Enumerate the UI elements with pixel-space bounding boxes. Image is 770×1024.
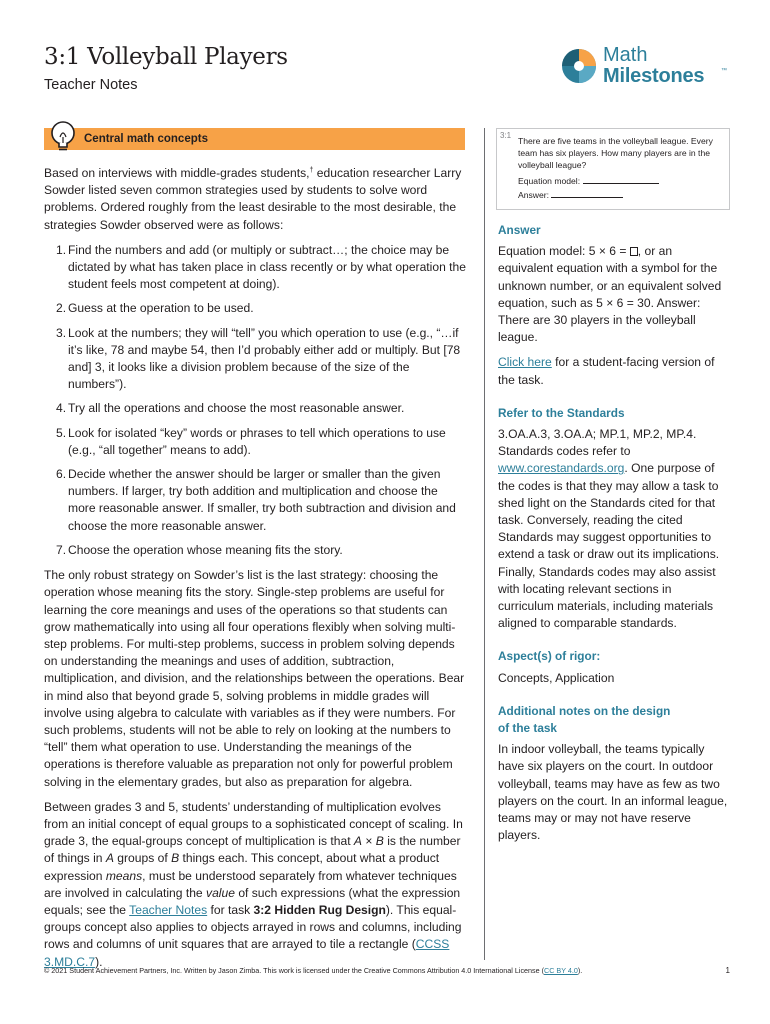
para-text: ). This equal-groups concept also applies to objects arrayed in rows and columns, including rows and columns of unit squares that are arrayed to tile a rectangle ( bbox=[44, 902, 462, 952]
license-text-end: ). bbox=[577, 966, 583, 975]
answer-text-part: , or an equivalent equation with a symbol for the unknown number, or an equivalent solved equation, such as 5 × 6 = 30. Answer: There are 30 players in the volleyball league. bbox=[498, 244, 722, 345]
dagger-footnote: † bbox=[309, 167, 314, 174]
robust-strategy-paragraph: The only robust strategy on Sowder’s list is the last strategy: choosing the operation whose meaning fits the story. Single-step problems are useful for learning the core meanings and uses of the operations so that students can grow mathematically into using all four operations flexibly when solving multi-step problems. For multi-step problems, success in problem solving depends on understanding the meanings and uses of addition, subtraction, multiplication, and division, and the relationships between the operations. Bear in mind also that beyond grade 5, solving problems in middle grades will involve using algebra to calculate with variables as if they were numbers. For such problems, students will not be able to rely on looking at the numbers to “tell” them what operation to use. Understanding the meanings of the operations is therefore valuable as preparation not only for powerful problem solving in the elementary grades, but also as preparation for algebra. bbox=[44, 568, 465, 789]
central-concepts-heading: Central math concepts bbox=[84, 133, 208, 145]
list-item bbox=[44, 300, 468, 317]
standards-text-part: 3.OA.A.3, 3.OA.A; MP.1, MP.2, MP.4. Standards codes refer to bbox=[498, 427, 697, 459]
times-sign: × bbox=[362, 834, 376, 849]
design-notes-heading-line: of the task bbox=[498, 721, 557, 736]
list-item bbox=[44, 542, 468, 559]
list-text: Decide whether the answer should be larger or smaller than the given numbers. If larger, try both addition and multiplication and choose the more reasonable answer. If smaller, try both subtraction and division and choose the more reasonable answer. bbox=[68, 467, 456, 533]
page-title: 3:1 Volleyball Players bbox=[44, 44, 288, 70]
equation-blank bbox=[583, 175, 659, 184]
para-text: ). bbox=[95, 954, 103, 969]
var-a: A bbox=[353, 834, 362, 849]
list-item bbox=[44, 425, 468, 459]
left-column bbox=[44, 162, 468, 979]
standards-text bbox=[498, 426, 730, 632]
list-item bbox=[44, 466, 468, 535]
answer-heading: Answer bbox=[498, 223, 541, 237]
var-a: A bbox=[105, 851, 114, 866]
intro-paragraph bbox=[44, 162, 468, 234]
footer bbox=[44, 966, 730, 975]
page-number: 1 bbox=[725, 966, 730, 975]
cc-by-link[interactable]: CC BY 4.0 bbox=[544, 966, 578, 975]
para-text: for task bbox=[207, 902, 254, 917]
task-prompt: There are five teams in the volleyball league. Every team has six players. How many players are in the volleyball league? bbox=[518, 136, 713, 171]
intro-text-cont: education researcher Larry Sowder listed seven common strategies used by students to solve word problems. Ordered roughly from the least desirable to the most desirable, the strategies Sowder observed were as follows: bbox=[44, 166, 462, 232]
license-text: © 2021 Student Achievement Partners, Inc. Written by Jason Zimba. This work is licensed under the Creative Commons Attribution 4.0 International License ( bbox=[44, 966, 545, 975]
design-notes-heading-line: Additional notes on the design bbox=[498, 703, 671, 718]
para-text: things each. This concept, about what a product expression bbox=[44, 851, 440, 883]
para-text: groups of bbox=[113, 851, 172, 866]
student-version-text bbox=[498, 354, 730, 388]
student-version-rest: for a student-facing version of the task. bbox=[498, 355, 715, 387]
math-milestones-logo bbox=[559, 44, 729, 92]
para-text: , must be understood separately from whatever techniques are involved in calculating the bbox=[44, 868, 457, 900]
var-b: B bbox=[171, 851, 180, 866]
list-item bbox=[44, 242, 468, 294]
task-number: 3:1 bbox=[500, 131, 512, 140]
strategies-list bbox=[44, 242, 468, 559]
list-text: Find the numbers and add (or multiply or subtract…; the choice may be dictated by what has taken place in class recently or by what operation the student feels most competent at doing). bbox=[68, 242, 466, 292]
list-item bbox=[44, 400, 468, 417]
para-text: of such expressions (what the expression equals; see the bbox=[44, 885, 461, 917]
list-text: Try all the operations and choose the most reasonable answer. bbox=[68, 401, 405, 416]
answer-text-part: Equation model: 5 × 6 = bbox=[498, 244, 630, 259]
page-subtitle: Teacher Notes bbox=[44, 77, 138, 93]
list-text: Look for isolated “key” words or phrases to tell which operations to use (e.g., “all together” means to add). bbox=[68, 425, 446, 457]
emphasis-means: means bbox=[105, 868, 143, 883]
list-number: 3. bbox=[56, 325, 67, 340]
list-number: 6. bbox=[56, 467, 67, 482]
list-text: Choose the operation whose meaning fits the story. bbox=[68, 542, 343, 557]
click-here-link[interactable]: Click here bbox=[498, 355, 552, 370]
rigor-text: Concepts, Application bbox=[498, 670, 615, 685]
list-number: 5. bbox=[56, 425, 67, 440]
var-b: B bbox=[375, 834, 384, 849]
list-number: 7. bbox=[56, 542, 67, 557]
lightbulb-icon bbox=[50, 121, 76, 153]
corestandards-link[interactable]: www.corestandards.org bbox=[498, 461, 625, 476]
intro-text: Based on interviews with middle-grades students, bbox=[44, 166, 310, 181]
list-text: Look at the numbers; they will “tell” you which operation to use (e.g., “…if it’s like, 78 and maybe 54, then I’d probably either add or multiply. But [78 and] 3, it looks like a division problem because of the size of the numbers”). bbox=[68, 325, 461, 392]
teacher-notes-link[interactable]: Teacher Notes bbox=[129, 902, 208, 917]
unknown-box-icon bbox=[630, 247, 638, 256]
standards-heading: Refer to the Standards bbox=[498, 405, 625, 420]
logo-text-math: Math bbox=[603, 44, 648, 66]
design-notes-heading bbox=[498, 703, 730, 737]
list-number: 4. bbox=[56, 401, 67, 416]
list-number: 2. bbox=[56, 301, 67, 316]
answer-line bbox=[518, 189, 623, 200]
task-box bbox=[496, 128, 730, 210]
equation-model-label: Equation model: bbox=[518, 176, 581, 186]
emphasis-value: value bbox=[206, 885, 235, 900]
task-reference: 3:2 Hidden Rug Design bbox=[253, 902, 386, 917]
para-text: Between grades 3 and 5, students’ understanding of multiplication evolves from an initial concept of equal groups to a sophisticated concept of scaling. In grade 3, the equal-groups concept of multiplication is that bbox=[44, 799, 463, 849]
rigor-heading: Aspect(s) of rigor: bbox=[498, 649, 601, 664]
para-text: is the number of things in bbox=[44, 834, 461, 866]
list-text: Guess at the operation to be used. bbox=[68, 301, 254, 316]
list-item bbox=[44, 325, 468, 394]
list-number: 1. bbox=[56, 242, 67, 257]
logo-mark-icon bbox=[559, 46, 599, 86]
answer-blank bbox=[551, 189, 623, 198]
logo-trademark: ™ bbox=[721, 68, 727, 74]
logo-text-milestones: Milestones bbox=[603, 65, 705, 87]
answer-label: Answer: bbox=[518, 190, 550, 200]
column-divider bbox=[484, 128, 485, 960]
design-notes-text: In indoor volleyball, the teams typically have six players on the court. In outdoor volleyball, teams may have as few as two players on the court. In an informal league, teams may or may not have reserve players. bbox=[498, 742, 728, 843]
standards-text-part: . One purpose of the codes is that they may allow a task to shed light on the Standards cited for that task. Conversely, reading the cited Standards may suggest opportunities to extend a task or draw out its implications. Finally, Standards codes may also assist with locating relevant sections in curriculum materials, including materials aligned to comparable standards. bbox=[498, 461, 720, 631]
multiplication-paragraph bbox=[44, 799, 468, 971]
ccss-link[interactable]: CCSS 3.MD.C.7 bbox=[44, 937, 450, 969]
right-column bbox=[498, 222, 730, 853]
equation-model-line bbox=[518, 175, 659, 186]
answer-text bbox=[498, 243, 730, 346]
